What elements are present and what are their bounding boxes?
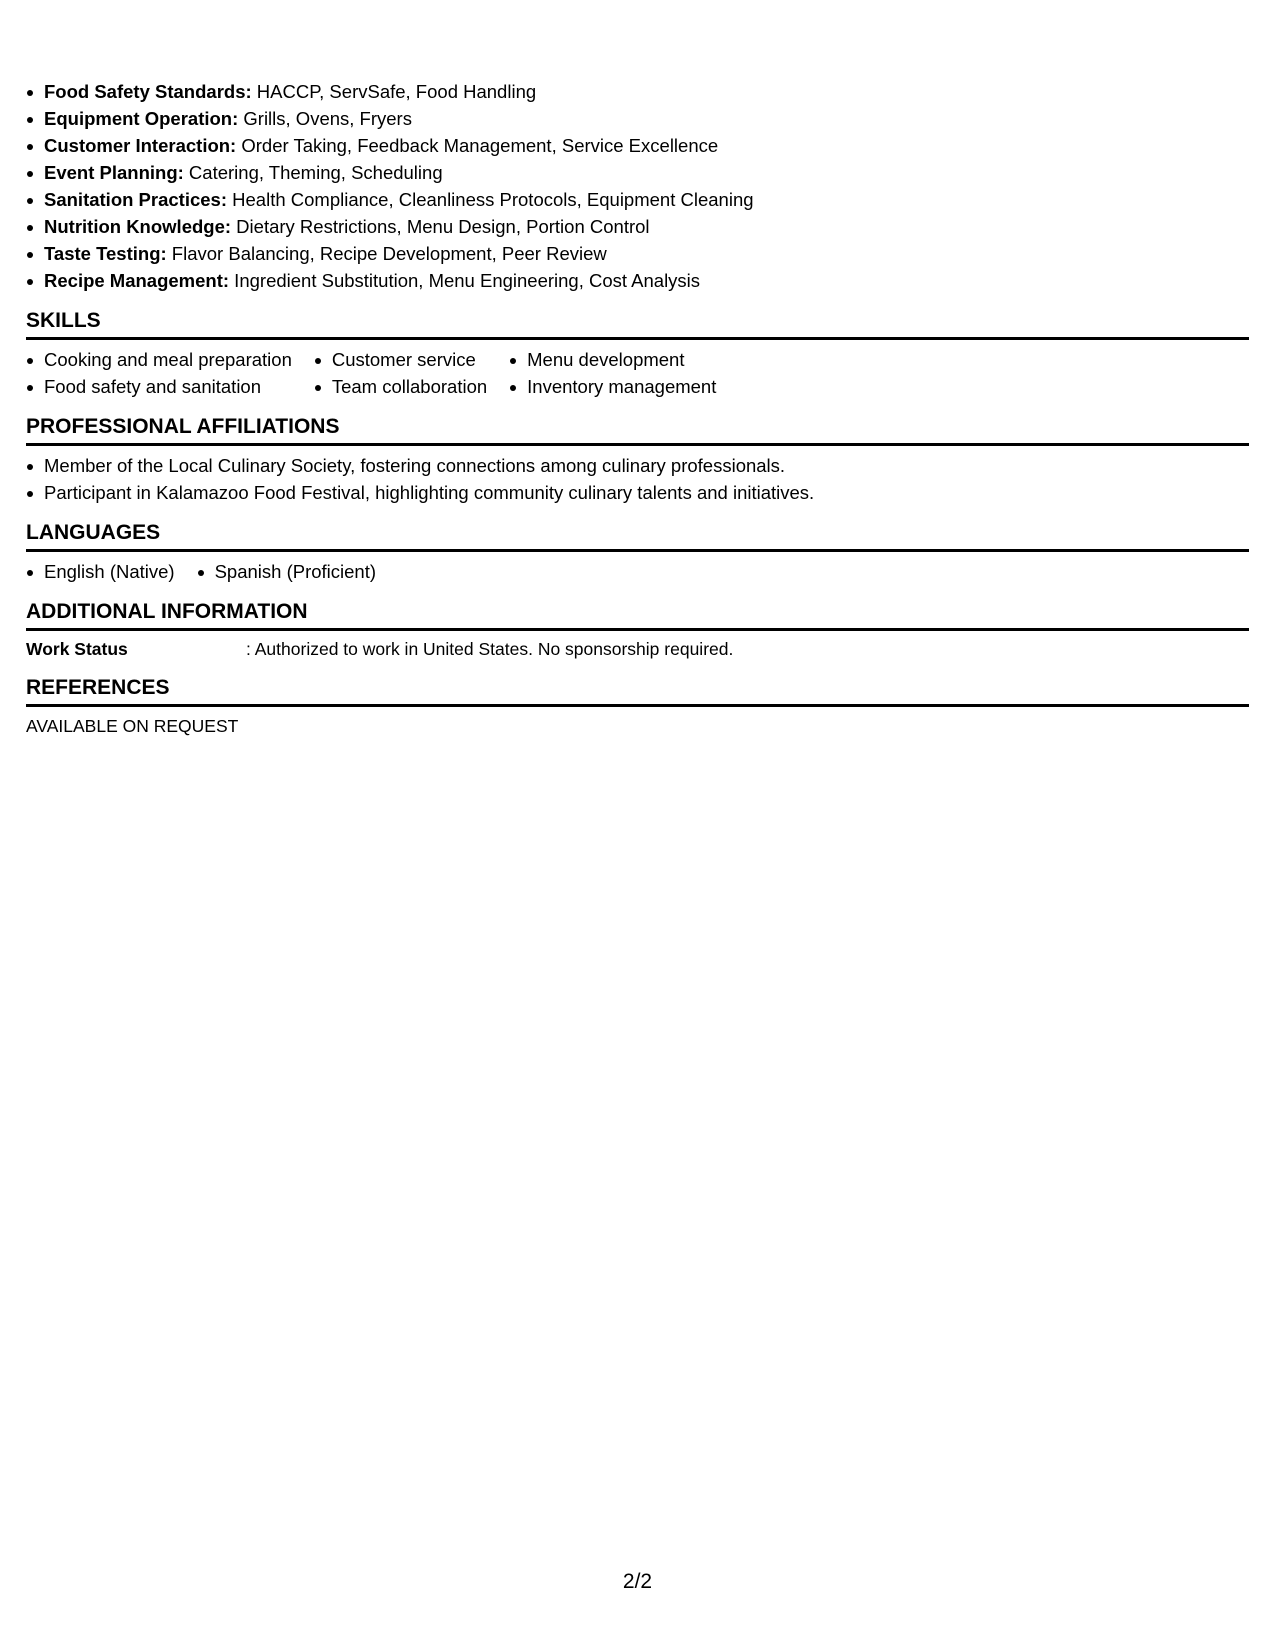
languages-list bbox=[26, 558, 398, 585]
skills-heading: SKILLS bbox=[26, 308, 1249, 340]
skill-item: Menu development bbox=[509, 346, 716, 373]
languages-heading: LANGUAGES bbox=[26, 520, 1249, 552]
additional-info-heading: ADDITIONAL INFORMATION bbox=[26, 599, 1249, 631]
language-item: English (Native) bbox=[26, 558, 175, 585]
page-number: 2/2 bbox=[622, 1570, 653, 1593]
competency-item: Sanitation Practices: Health Compliance, Cleanliness Protocols, Equipment Cleaning bbox=[26, 186, 1249, 213]
skills-section bbox=[26, 308, 1249, 400]
skills-column bbox=[26, 346, 292, 400]
competency-item: Food Safety Standards: HACCP, ServSafe, Food Handling bbox=[26, 78, 1249, 105]
affiliations-list bbox=[26, 452, 1249, 506]
competency-item: Event Planning: Catering, Theming, Scheduling bbox=[26, 159, 1249, 186]
languages-row bbox=[26, 558, 1249, 585]
affiliations-heading: PROFESSIONAL AFFILIATIONS bbox=[26, 414, 1249, 446]
work-status-row bbox=[26, 637, 1249, 661]
skills-columns bbox=[26, 346, 1249, 400]
skills-column bbox=[509, 346, 716, 400]
references-text: AVAILABLE ON REQUEST bbox=[26, 716, 239, 736]
competency-item: Recipe Management: Ingredient Substitution, Menu Engineering, Cost Analysis bbox=[26, 267, 1249, 294]
references-section bbox=[26, 675, 1249, 739]
resume-page bbox=[26, 78, 1249, 739]
language-item: Spanish (Proficient) bbox=[197, 558, 376, 585]
skill-item: Cooking and meal preparation bbox=[26, 346, 292, 373]
competency-item: Taste Testing: Flavor Balancing, Recipe Development, Peer Review bbox=[26, 240, 1249, 267]
affiliations-section bbox=[26, 414, 1249, 506]
skill-item: Team collaboration bbox=[314, 373, 487, 400]
skill-item: Food safety and sanitation bbox=[26, 373, 292, 400]
additional-info-section bbox=[26, 599, 1249, 661]
languages-section bbox=[26, 520, 1249, 585]
references-heading: REFERENCES bbox=[26, 675, 1249, 707]
competency-item: Nutrition Knowledge: Dietary Restrictions, Menu Design, Portion Control bbox=[26, 213, 1249, 240]
work-status-label: Work Status bbox=[26, 639, 128, 659]
competency-item: Equipment Operation: Grills, Ovens, Fryers bbox=[26, 105, 1249, 132]
competencies-list bbox=[26, 78, 1249, 294]
skills-column bbox=[314, 346, 487, 400]
competency-item: Customer Interaction: Order Taking, Feedback Management, Service Excellence bbox=[26, 132, 1249, 159]
skill-item: Customer service bbox=[314, 346, 487, 373]
skill-item: Inventory management bbox=[509, 373, 716, 400]
work-status-value: : Authorized to work in United States. No sponsorship required. bbox=[246, 639, 734, 659]
affiliation-item: Participant in Kalamazoo Food Festival, highlighting community culinary talents and initiatives. bbox=[26, 479, 1249, 506]
affiliation-item: Member of the Local Culinary Society, fostering connections among culinary professionals. bbox=[26, 452, 1249, 479]
